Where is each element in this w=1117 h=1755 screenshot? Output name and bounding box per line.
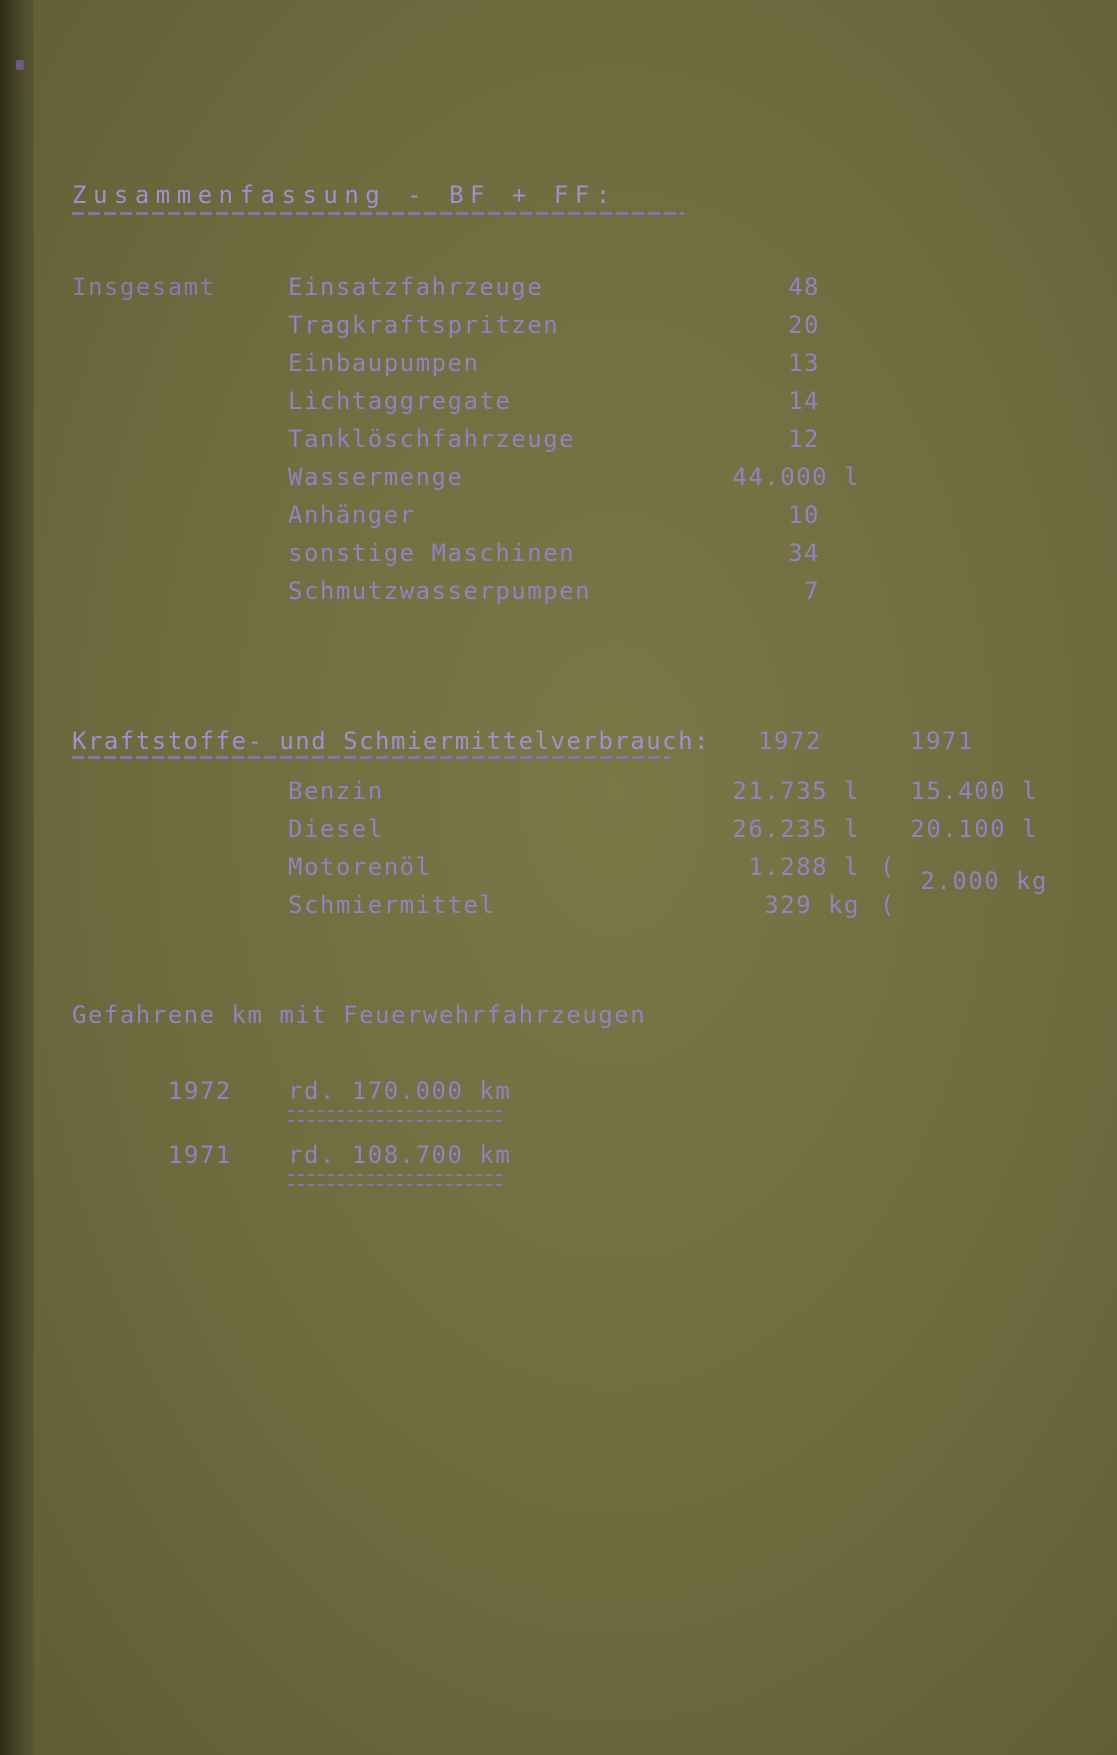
item-value-sonstige-maschinen: 34 — [788, 539, 820, 567]
item-label-schmutzwasserpumpen: Schmutzwasserpumpen — [288, 577, 592, 605]
item-value-schmutzwasserpumpen: 7 — [804, 577, 820, 605]
verbrauch-1972-motorenoel: 1.288 l — [748, 853, 860, 881]
item-value-tankloeschfahrzeuge: 12 — [788, 425, 820, 453]
bracket-schmiermittel: ( — [880, 891, 896, 919]
item-label-wassermenge: Wassermenge — [288, 463, 464, 491]
item-label-tankloeschfahrzeuge: Tanklöschfahrzeuge — [288, 425, 576, 453]
km-1971-double-underline — [288, 1174, 502, 1186]
verbrauch-1971-combined-oel: 2.000 kg — [920, 867, 1048, 895]
item-value-lichtaggregate: 14 — [788, 387, 820, 415]
verbrauch-label-diesel: Diesel — [288, 815, 384, 843]
binding-mark — [16, 60, 24, 70]
bracket-motorenoel: ( — [880, 853, 896, 881]
km-year-1971: 1971 — [168, 1141, 232, 1169]
year-1971-header: 1971 — [910, 727, 974, 755]
item-value-einsatzfahrzeuge: 48 — [788, 273, 820, 301]
binding-edge — [0, 0, 34, 1755]
verbrauch-underline — [72, 756, 670, 759]
item-label-einsatzfahrzeuge: Einsatzfahrzeuge — [288, 273, 544, 301]
item-label-anhaenger: Anhänger — [288, 501, 416, 529]
item-value-anhaenger: 10 — [788, 501, 820, 529]
verbrauch-label-benzin: Benzin — [288, 777, 384, 805]
document-title: Zusammenfassung - BF + FF: — [72, 181, 617, 209]
year-1972-header: 1972 — [758, 727, 822, 755]
item-label-sonstige-maschinen: sonstige Maschinen — [288, 539, 576, 567]
verbrauch-label-schmiermittel: Schmiermittel — [288, 891, 496, 919]
item-value-einbaupumpen: 13 — [788, 349, 820, 377]
verbrauch-label-motorenoel: Motorenöl — [288, 853, 432, 881]
item-value-tragkraftspritzen: 20 — [788, 311, 820, 339]
km-heading: Gefahrene km mit Feuerwehrfahrzeugen — [72, 1001, 647, 1029]
item-label-einbaupumpen: Einbaupumpen — [288, 349, 480, 377]
item-label-lichtaggregate: Lichtaggregate — [288, 387, 512, 415]
title-underline — [72, 212, 684, 215]
verbrauch-1971-diesel: 20.100 l — [910, 815, 1038, 843]
verbrauch-1971-benzin: 15.400 l — [910, 777, 1038, 805]
km-1972-double-underline — [288, 1110, 502, 1122]
verbrauch-1972-diesel: 26.235 l — [732, 815, 860, 843]
item-label-tragkraftspritzen: Tragkraftspritzen — [288, 311, 560, 339]
verbrauch-1972-benzin: 21.735 l — [732, 777, 860, 805]
km-value-1971: rd. 108.700 km — [288, 1141, 512, 1169]
verbrauch-1972-schmiermittel: 329 kg — [764, 891, 860, 919]
km-value-1972: rd. 170.000 km — [288, 1077, 512, 1105]
item-value-wassermenge: 44.000 l — [732, 463, 860, 491]
insgesamt-label: Insgesamt — [72, 273, 216, 301]
verbrauch-heading: Kraftstoffe- und Schmiermittelverbrauch: — [72, 727, 710, 755]
km-year-1972: 1972 — [168, 1077, 232, 1105]
